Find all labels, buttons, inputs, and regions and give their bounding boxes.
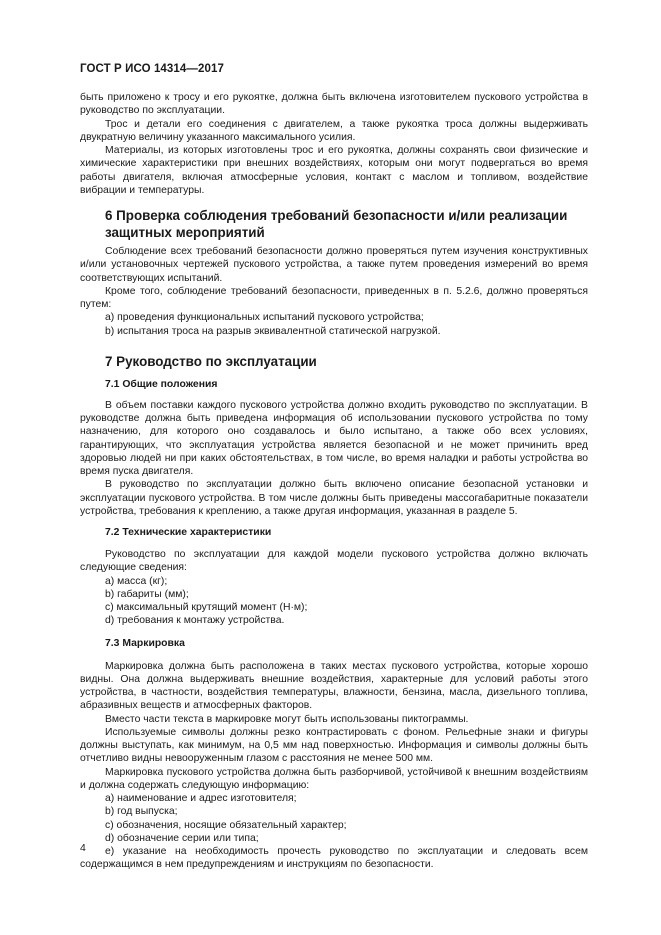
subsection-7-3-paragraph-2: Вместо части текста в маркировке могут быть использованы пиктограммы. (105, 713, 469, 725)
intro-paragraph-1: быть приложено к тросу и его рукоятке, должна быть включена изготовителем пускового устройства в руководство по эксплуатации. (80, 92, 588, 117)
subsection-7-3-paragraph-1: Маркировка должна быть расположена в таких местах пускового устройства, которые хорошо видны. Она должна выдерживать внешние воздействия, характерные для условий работы этого устройства, в частности, воздействия температуры, влажности, бензина, масла, дизельного топлива, абразивных веществ и атмосферных факторов. (80, 660, 588, 712)
subsection-7-1-paragraph-1: В объем поставки каждого пускового устройства должно входить руководство по эксплуатации. В руководстве должна быть приведена информация об использовании пускового устройства по тому назначению, для которого оно создавалось и было испытано, а также обо всех условиях, гарантирующих, что эксплуатация устройства является безопасной и не может причинить вред здоровью людей ни при каких обстоятельствах, в том числе, во время наладки и работы устройства во время пуска двигателя. (80, 399, 588, 477)
subsection-7-3-item-c: c) обозначения, носящие обязательный характер; (105, 819, 347, 831)
page-number: 4 (80, 843, 86, 854)
subsection-7-2-item-c: c) максимальный крутящий момент (Н·м); (105, 602, 308, 613)
section-6-paragraph-2: Кроме того, соблюдение требований безопасности, приведенных в п. 5.2.6, должно проверяться путем: (80, 285, 588, 310)
subsection-7-3-item-d: d) обозначение серии или типа; (105, 832, 259, 844)
subsection-7-2-heading: 7.2 Технические характеристики (105, 527, 272, 538)
subsection-7-3-heading: 7.3 Маркировка (105, 637, 185, 649)
section-6-paragraph-1: Соблюдение всех требований безопасности должно проверяться путем изучения конструктивных и/или установочных чертежей пускового устройства, а также путем проведения измерений во время соответствующих испытаний. (80, 246, 588, 284)
subsection-7-3-item-a: a) наименование и адрес изготовителя; (105, 793, 297, 804)
intro-paragraph-3: Материалы, из которых изготовлены трос и его рукоятка, должны сохранять свои физические и химические характеристики при внешних воздействиях, которым они могут подвергаться во время работы двигателя, включая атмосферные условия, контакт с маслом и топливом, воздействие вибрации и температуры. (80, 145, 588, 196)
subsection-7-2-item-a: a) масса (кг); (105, 575, 168, 587)
subsection-7-1-paragraph-2: В руководство по эксплуатации должно быть включено описание безопасной установки и эксплуатации пускового устройства. В том числе должны быть приведены массогабаритные показатели устройства, требования к креплению, а также другая информация, указанная в разделе 5. (80, 479, 588, 517)
section-6-item-b: b) испытания троса на разрыв эквивалентной статической нагрузкой. (105, 325, 441, 337)
subsection-7-2-paragraph-1: Руководство по эксплуатации для каждой модели пускового устройства должно включать следующие сведения: (80, 549, 588, 574)
section-7-heading: 7 Руководство по эксплуатации (105, 353, 317, 369)
subsection-7-1-heading: 7.1 Общие положения (105, 378, 218, 390)
subsection-7-3-paragraph-3: Используемые символы должны резко контрастировать с фоном. Рельефные знаки и фигуры должны выступать, как минимум, на 0,5 мм над поверхностью. Информация и символы должны быть отчетливо видны невооруженным глазом с расстояния не менее 500 мм. (80, 726, 588, 765)
section-6-heading: 6 Проверка соблюдения требований безопасности и/или реализации защитных мероприятий (105, 208, 568, 240)
subsection-7-3-item-b: b) год выпуска; (105, 806, 178, 818)
subsection-7-3-item-e: e) указание на необходимость прочесть руководство по эксплуатации и следовать всем содержащимся в нем предупреждениям и инструкциям по безопасности. (80, 846, 588, 871)
subsection-7-3-paragraph-4: Маркировка пускового устройства должна быть разборчивой, устойчивой к внешним воздействиям и должна содержать следующую информацию: (80, 766, 588, 791)
section-6-item-a: a) проведения функциональных испытаний пускового устройства; (105, 312, 424, 324)
page-content (80, 91, 588, 872)
subsection-7-2-item-d: d) требования к монтажу устройства. (105, 615, 285, 627)
subsection-7-2-item-b: b) габариты (мм); (105, 588, 189, 600)
intro-paragraph-2: Трос и детали его соединения с двигателем, а также рукоятка троса должны выдерживать двукратную величину указанного максимального усилия. (80, 118, 588, 143)
document-header: ГОСТ Р ИСО 14314—2017 (80, 63, 225, 75)
